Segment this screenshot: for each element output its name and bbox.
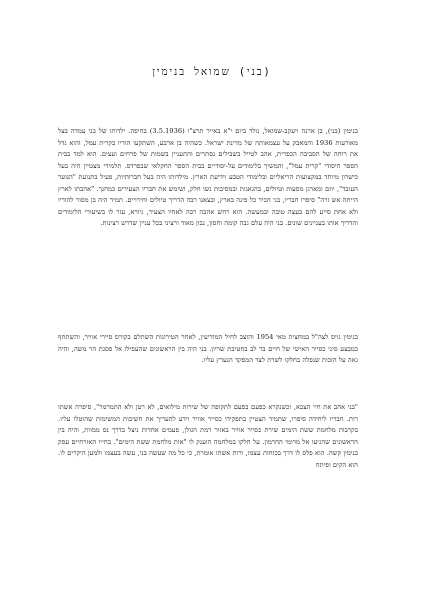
paragraph-military-service: בנימין גויס לצה"ל במחצית מאי 1954 והוצב לחיל המודיעין, לאחר הטירונות השתלם בקורס סיירי אוויר, והשתתף במבצע סיני כסייר האישי של חיים בר לב בחטיבת שריון. בני היה בין הראשונים שהעפילו אל פסגת הר משה, והיה גאה על הזכות שנפלה בחלקו לשרת לצד המפקד הנערץ עליו.	[58, 333, 358, 365]
paragraph-childhood: בנימין (בני), בן ארנה ויעקב-שמואל, נולד ביום י"א באייר תרצ"ו (3.5.1936) בחיפה. ילדותו של בני עמדה בצל מאורעות 1936 והמאבק על עצמאותה של מדינת ישראל. כשהיה בן ארבע, השתקעו הוריו בקרית עמל, והוא גדל את רוחה של הסביבה הכפרית, אהב לטייל בשבילים נסתרים והתעניין בשמות של פרחים ועצים. הוא למד בבית הספר היסודי "קרית עמל", והמשיך בלימודים על-יסודיים בבית הספר החקלאי שבפרדס. תלמידי מצטיין היה בעל כישרון מיוחד במקצועות הריאליים ובלימודי הטבע וידיעת הארץ. מילדותו היה בעל חברותיות, פעיל בתנועת "הנוער העובד", יוזם ומארגן מסעות וטיולים, בהגאגות ובמסיבות גשו חלק, ושימש את חבריו הצעירים כמחנך. "אהבתו לארץ הייתה אש זרה" סיפרו חבריו, בני הכיר כל פינה בארץ, ובצאנו רבה הדריך טיולים וחירויים. תמיד היה בן מסור להוריו ולא אחת סייע להם בעצה טובה ובמעשה. הוא רחש אהבה רבה לאחיו הצעיר, גיורא, עזר לו בשיעורי הלימודים והדריך אותו בעניינים שונים. בני היה עלם גבה קומה וחסון, נבון מאוד ורציני בכל עניין שדרש רצינות.	[58, 127, 358, 228]
page-title: (בני) שמואל בנימין	[152, 66, 272, 78]
paragraph-reserve-service: "בני אהב את חיי הצבא, וכשנקרא כפעם בפעם לתקופה של שירות מילואים, לא רטן ולא התמרמר", סיפרה אשתו רות. חבריו ליחידה סיפרו, שתמיד הצטיין בתפקידו כסייר אוויר וידע להעריך את חשיבות המשימות שהוטלו עליו. בקרבות מלחמת ששת הימים שירת כסייר אוויר באזור רמת הגולן, פעמים אחדות ניצל בדרך נס ממוות, והיה בין הראשונים שהגיעו אל מרומי החרמון. על חלקו במלחמה הוענק לו "אות מלחמת ששת הימים". בחייו האזרחיים עסק בנימין קשה. הוא פלס לו דרך בכוחות עצמו, ורות אשתו אומרת, כי כל מה שעשה בני, עשה בעצמו ולמען היקרים לו. הוא הקים ופיתח	[58, 403, 358, 469]
